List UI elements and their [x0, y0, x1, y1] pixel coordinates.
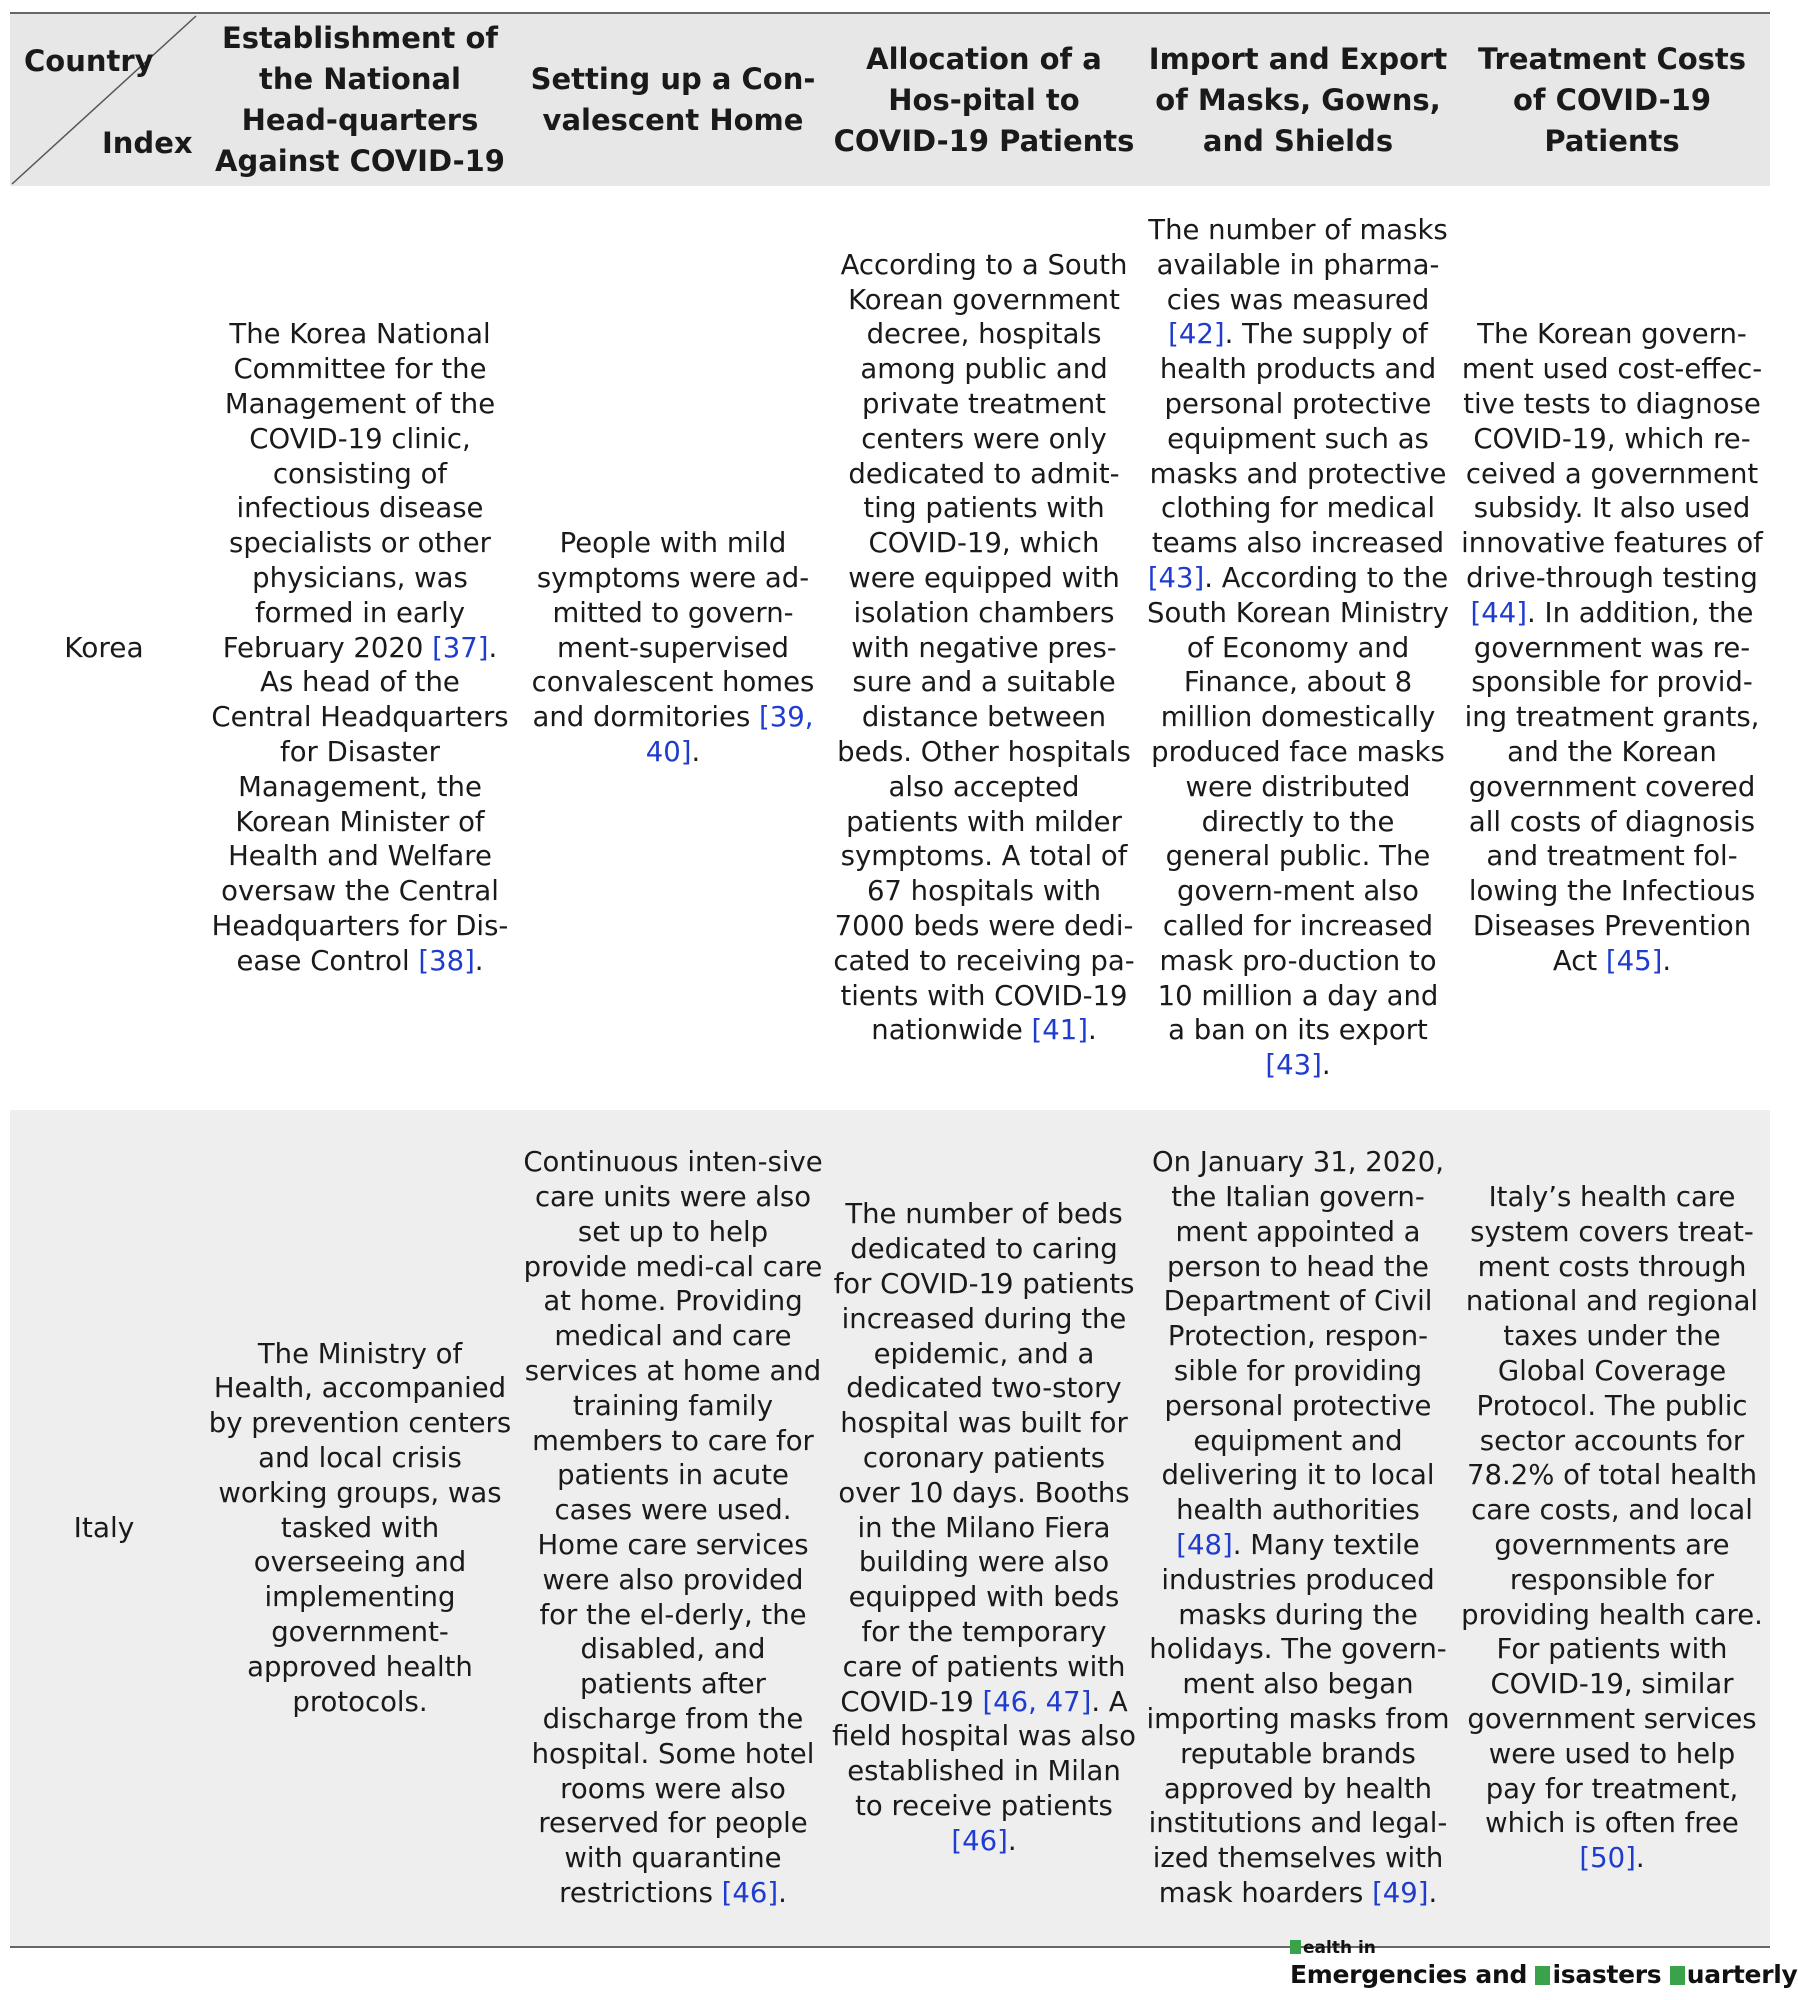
citation-link[interactable]: [37] — [432, 631, 489, 664]
citation-link[interactable]: [46, 47] — [982, 1685, 1092, 1718]
cell-text: . A field hospital was also established in Milan to receive patients — [832, 1685, 1136, 1822]
journal-logo — [1290, 1938, 1798, 1996]
citation-link[interactable]: [44] — [1470, 596, 1527, 629]
logo-h-square-icon — [1290, 1940, 1301, 1954]
citation-link[interactable]: [49] — [1372, 1876, 1429, 1909]
table-cell — [1146, 186, 1450, 1110]
logo-text: uarterly — [1686, 1960, 1798, 1989]
citation-link[interactable]: [46] — [951, 1824, 1008, 1857]
cell-text: The number of beds dedicated to caring for COVID-19 patients increased during the epidemic, and a dedicated two-story hospital was built for coronary patients over 10 days. Booths in the Milano Fiera building were also equipped with beds for the temporary care of patients with COVID-19 — [833, 1198, 1135, 1718]
cell-text: The number of masks available in pharma-cies was measured — [1148, 214, 1448, 316]
country-cell — [10, 186, 198, 1110]
header-cell-hospital-allocation — [832, 14, 1136, 186]
header-label: Treatment Costs of COVID-19 Patients — [1477, 41, 1747, 158]
country-label: Italy — [73, 1510, 135, 1544]
header-cell-headquarters — [208, 14, 512, 186]
cell-text: . — [1321, 1049, 1331, 1082]
cell-text: . — [1007, 1824, 1017, 1857]
table-cell — [1146, 1110, 1450, 1946]
logo-text: isasters — [1552, 1960, 1670, 1989]
cell-text: Italy’s health care system covers treat-ment costs through national and regional taxes under the Global Coverage Protocol. The public sector accounts for 78.2% of total health care costs, and local governments are responsible for providing health care. For patients with COVID-19, similar government services were used to help pay for treatment, which is often free — [1461, 1181, 1763, 1840]
table-row-italy — [10, 1110, 1770, 1948]
table-row-korea — [10, 186, 1770, 1110]
table-cell — [832, 186, 1136, 1110]
cell-text: . — [691, 735, 701, 768]
logo-text: Emergencies and — [1290, 1960, 1536, 1989]
table-header-row — [10, 12, 1770, 188]
logo-line-2 — [1290, 1960, 1798, 1989]
cell-text: . The supply of health products and personal protective equipment such as masks and protective clothing for medical teams also increased — [1149, 318, 1447, 560]
cell-text: . — [1635, 1842, 1645, 1875]
citation-link[interactable]: [43] — [1147, 562, 1205, 594]
header-cell-treatment-costs — [1460, 14, 1764, 186]
header-label: Setting up a Con-valescent Home — [530, 62, 816, 137]
cell-text: On January 31, 2020, the Italian govern-ment appointed a person to head the Department of Civil Protection, respon-sible for providing personal protective equipment and delivering it to local health authorities — [1151, 1146, 1444, 1527]
citation-link[interactable]: [42] — [1168, 318, 1225, 351]
cell-text: According to a South Korean government decree, hospitals among public and private treatment centers were only dedicated to admit-ting patients with COVID-19, which were equipped with isolation chambers with negative pres-sure and a suitable distance between beds. Other hospitals also accepted patients with milder symptoms. A total of 67 hospitals with 7000 beds were dedi-cated to receiving pa-tients with COVID-19 nationwide — [833, 248, 1135, 1047]
citation-link[interactable]: [50] — [1579, 1842, 1636, 1875]
cell-text: . According to the South Korean Ministry of Economy and Finance, about 8 million domestically produced face masks were distributed directly to the general public. The govern-ment also called for increased mask pro-duction to 10 million a day and a ban on its export — [1147, 562, 1449, 1047]
cell-text: . — [1087, 1014, 1097, 1047]
cell-text: . — [1662, 944, 1672, 977]
table-cell — [208, 186, 512, 1110]
country-cell — [10, 1110, 198, 1946]
header-cell-convalescent-home — [522, 14, 824, 186]
header-corner-cell — [10, 14, 198, 186]
cell-text: Continuous inten-sive care units were also set up to help provide medi-cal care at home. Providing medical and care services at home and training family members to care for patients in acute cases were used. Home care services were also provided for the el-derly, the disabled, and patients after discharge from the hospital. Some hotel rooms were also reserved for people with quarantine restrictions — [523, 1146, 823, 1909]
header-label: Allocation of a Hos-pital to COVID-19 Patients — [833, 41, 1135, 158]
header-label: Establishment of the National Head-quarters Against COVID-19 — [215, 21, 505, 178]
country-label: Korea — [64, 630, 144, 664]
table-cell — [1460, 1110, 1764, 1946]
table-cell — [208, 1110, 512, 1946]
cell-text: The Ministry of Health, accompanied by prevention centers and local crisis working groups, was tasked with overseeing and implementing government-approved health protocols. — [208, 1337, 512, 1718]
table-cell — [522, 1110, 824, 1946]
cell-text: . — [474, 944, 484, 977]
citation-link[interactable]: [41] — [1031, 1014, 1088, 1047]
logo-d-square-icon — [1535, 1966, 1550, 1985]
citation-link[interactable]: [38] — [418, 944, 475, 977]
corner-label-index: Index — [102, 126, 193, 160]
corner-diagonal-line — [10, 14, 198, 186]
cell-text: . — [778, 1876, 787, 1909]
citation-link[interactable]: [45] — [1605, 944, 1663, 977]
table-cell — [832, 1110, 1136, 1946]
cell-text: . As head of the Central Headquarters for Disaster Management, the Korean Minister of Health and Welfare oversaw the Central Headquarters for Dis-ease Control — [211, 631, 509, 977]
cell-text: . — [1428, 1876, 1438, 1909]
logo-q-square-icon — [1670, 1966, 1685, 1985]
cell-text: The Korean govern-ment used cost-effec-tive tests to diagnose COVID-19, which re-ceived a government subsidy. It also used innovative features of drive-through testing — [1461, 318, 1763, 594]
header-cell-masks-import-export — [1146, 14, 1450, 186]
table-cell — [1460, 186, 1764, 1110]
cell-text: The Korea National Committee for the Management of the COVID-19 clinic, consisting of infectious disease specialists or other physicians, was formed in early February 2020 — [222, 318, 496, 664]
cell-text: People with mild symptoms were ad-mitted to govern-ment-supervised convalescent homes and dormitories — [531, 527, 815, 734]
table-cell — [522, 186, 824, 1110]
header-label: Import and Export of Masks, Gowns, and Shields — [1148, 41, 1448, 158]
citation-link[interactable]: [46] — [721, 1876, 779, 1909]
citation-link[interactable]: [48] — [1176, 1529, 1233, 1561]
logo-line-1 — [1290, 1938, 1376, 1958]
citation-link[interactable]: [43] — [1265, 1049, 1322, 1082]
cell-text: . In addition, the government was re-sponsible for provid-ing treatment grants, and the Korean government covered all costs of diagnosis and treatment fol-lowing the Infectious Diseases Prevention Act — [1464, 596, 1760, 977]
logo-text: ealth in — [1303, 1938, 1376, 1958]
corner-label-country: Country — [24, 44, 154, 78]
cell-text: . Many textile industries produced masks during the holidays. The govern-ment also began importing masks from reputable brands approved by health institutions and legal-ized themselves with mask hoarders — [1146, 1529, 1450, 1909]
citation-link[interactable]: [39, 40] — [645, 701, 814, 768]
